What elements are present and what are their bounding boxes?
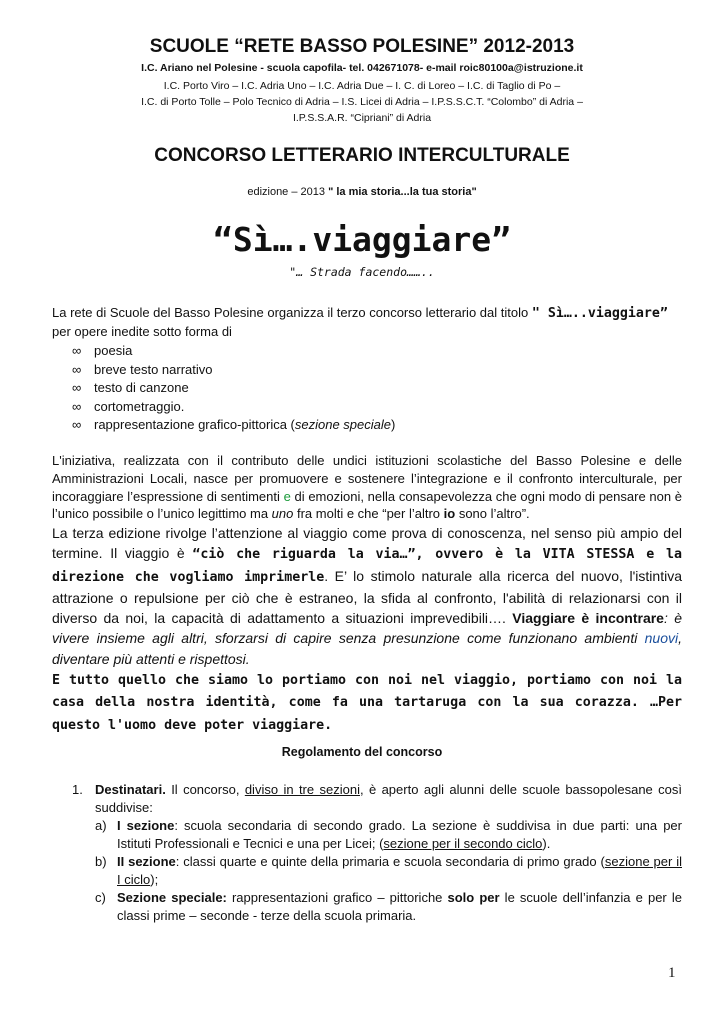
intro-text-2: per opere inedite sotto forma di — [52, 324, 232, 339]
intro-paragraph — [52, 304, 682, 341]
infinity-bullet-icon: ∞ — [72, 361, 82, 377]
header-lead-school: I.C. Ariano nel Polesine - scuola capofila- tel. 042671078- e-mail roic80100a@istruzione.it — [141, 62, 583, 74]
infinity-bullet-icon: ∞ — [72, 417, 82, 432]
header-schools-line-2: I.C. di Porto Tolle – Polo Tecnico di Adria – I.S. Licei di Adria – I.P.S.S.C.T. “Colombo” di Adria – — [141, 96, 583, 108]
page-number: 1 — [668, 965, 676, 981]
regulation-heading: Regolamento del concorso — [281, 745, 443, 759]
list-item: ∞ testo di canzone — [72, 379, 395, 398]
initiative-paragraph: L'iniziativa, realizzata con il contributo delle undici istituzioni scolastiche del Basso Polesine e delle Amministrazioni Locali, nasce per promuovere e sostenere l’integrazione e il confronto interculturale, per incoraggiare l’espressione di sentimenti e di emozioni, nella consapevolezza che ogni modo di pensare non è l’unico possibile o l’unico legittimo ma uno fra molti e che “per l’altro io sono l’altro”. — [52, 453, 682, 522]
section-a-text: I sezione: scuola secondaria di secondo grado. La sezione è suddivisa in due parti: una per Istituti Professionali e Tecnici e una per Licei; (sezione per il secondo ciclo). — [117, 818, 682, 851]
list-item: ∞ breve testo narrativo — [72, 361, 395, 380]
contest-title: CONCORSO LETTERARIO INTERCULTURALE — [154, 145, 570, 166]
header-schools-line-1: I.C. Porto Viro – I.C. Adria Uno – I.C. Adria Due – I. C. di Loreo – I.C. di Taglio di Po – — [163, 80, 561, 92]
infinity-bullet-icon: ∞ — [72, 343, 82, 358]
list-item: ∞ cortometraggio. — [72, 398, 395, 417]
section-b-marker: b) — [95, 854, 107, 869]
infinity-bullet-icon: ∞ — [72, 398, 82, 414]
theme-paragraph: La terza edizione rivolge l’attenzione al viaggio come prova di conoscenza, nel senso più ampio del termine. Il viaggio è “ciò che riguarda la via…”, ovvero è la VITA STESSA e la direzione che vogliamo imprimerle. E’ lo stimolo naturale alla ricerca del nuovo, l'istintiva attrazione o repulsione per ciò che è estraneo, la sfida al confronto, l'abilità di relazionarsi con il diverso da noi, la capacità di adattamento a situazioni imprevedibili…. Viaggiare è incontrare: è vivere insieme agli altri, sforzarsi di capire senza presunzione come funzionano ambienti nuovi, diventare più attenti e rispettosi. E tutto quello che siamo lo portiamo con noi nel viaggio, portiamo con noi la casa della nostra identità, come fa una tartaruga con la sua corazza. …Per questo l'uomo deve poter viaggiare. — [52, 525, 682, 733]
rule-number: 1. — [72, 782, 83, 797]
intro-text: La rete di Scuole del Basso Polesine organizza il terzo concorso letterario dal titolo — [52, 305, 529, 320]
edition-prefix: edizione – 2013 — [247, 186, 326, 198]
section-b-text: II sezione: classi quarte e quinte della primaria e scuola secondaria di primo grado (sezione per il I ciclo); — [117, 854, 682, 887]
infinity-bullet-icon: ∞ — [72, 380, 82, 395]
intro-title-ref: " Sì…..viaggiare” — [531, 306, 668, 321]
edition-line — [0, 186, 724, 198]
list-item: ∞ rappresentazione grafico-pittorica (sezione speciale) — [72, 416, 395, 435]
section-c-text: Sezione speciale: rappresentazioni grafico – pittoriche solo per le scuole dell’infanzia e per le classi prime – seconde - terze della scuola primaria. — [117, 890, 682, 923]
edition-theme: " la mia storia...la tua storia" — [328, 186, 477, 198]
section-c-marker: c) — [95, 890, 106, 905]
main-title: “Sì….viaggiare” — [212, 220, 511, 259]
category-list — [72, 342, 395, 435]
rule-recipients: Destinatari. Il concorso, diviso in tre sezioni, è aperto agli alunni delle scuole bassopolesane così suddivise: — [95, 782, 683, 815]
list-item: ∞ poesia — [72, 342, 395, 361]
section-a-marker: a) — [95, 818, 107, 833]
header-schools-line-3: I.P.S.S.A.R. “Cipriani” di Adria — [292, 112, 432, 124]
subtitle: "… Strada facendo…….. — [289, 265, 435, 279]
network-title: SCUOLE “RETE BASSO POLESINE” 2012-2013 — [149, 36, 575, 57]
